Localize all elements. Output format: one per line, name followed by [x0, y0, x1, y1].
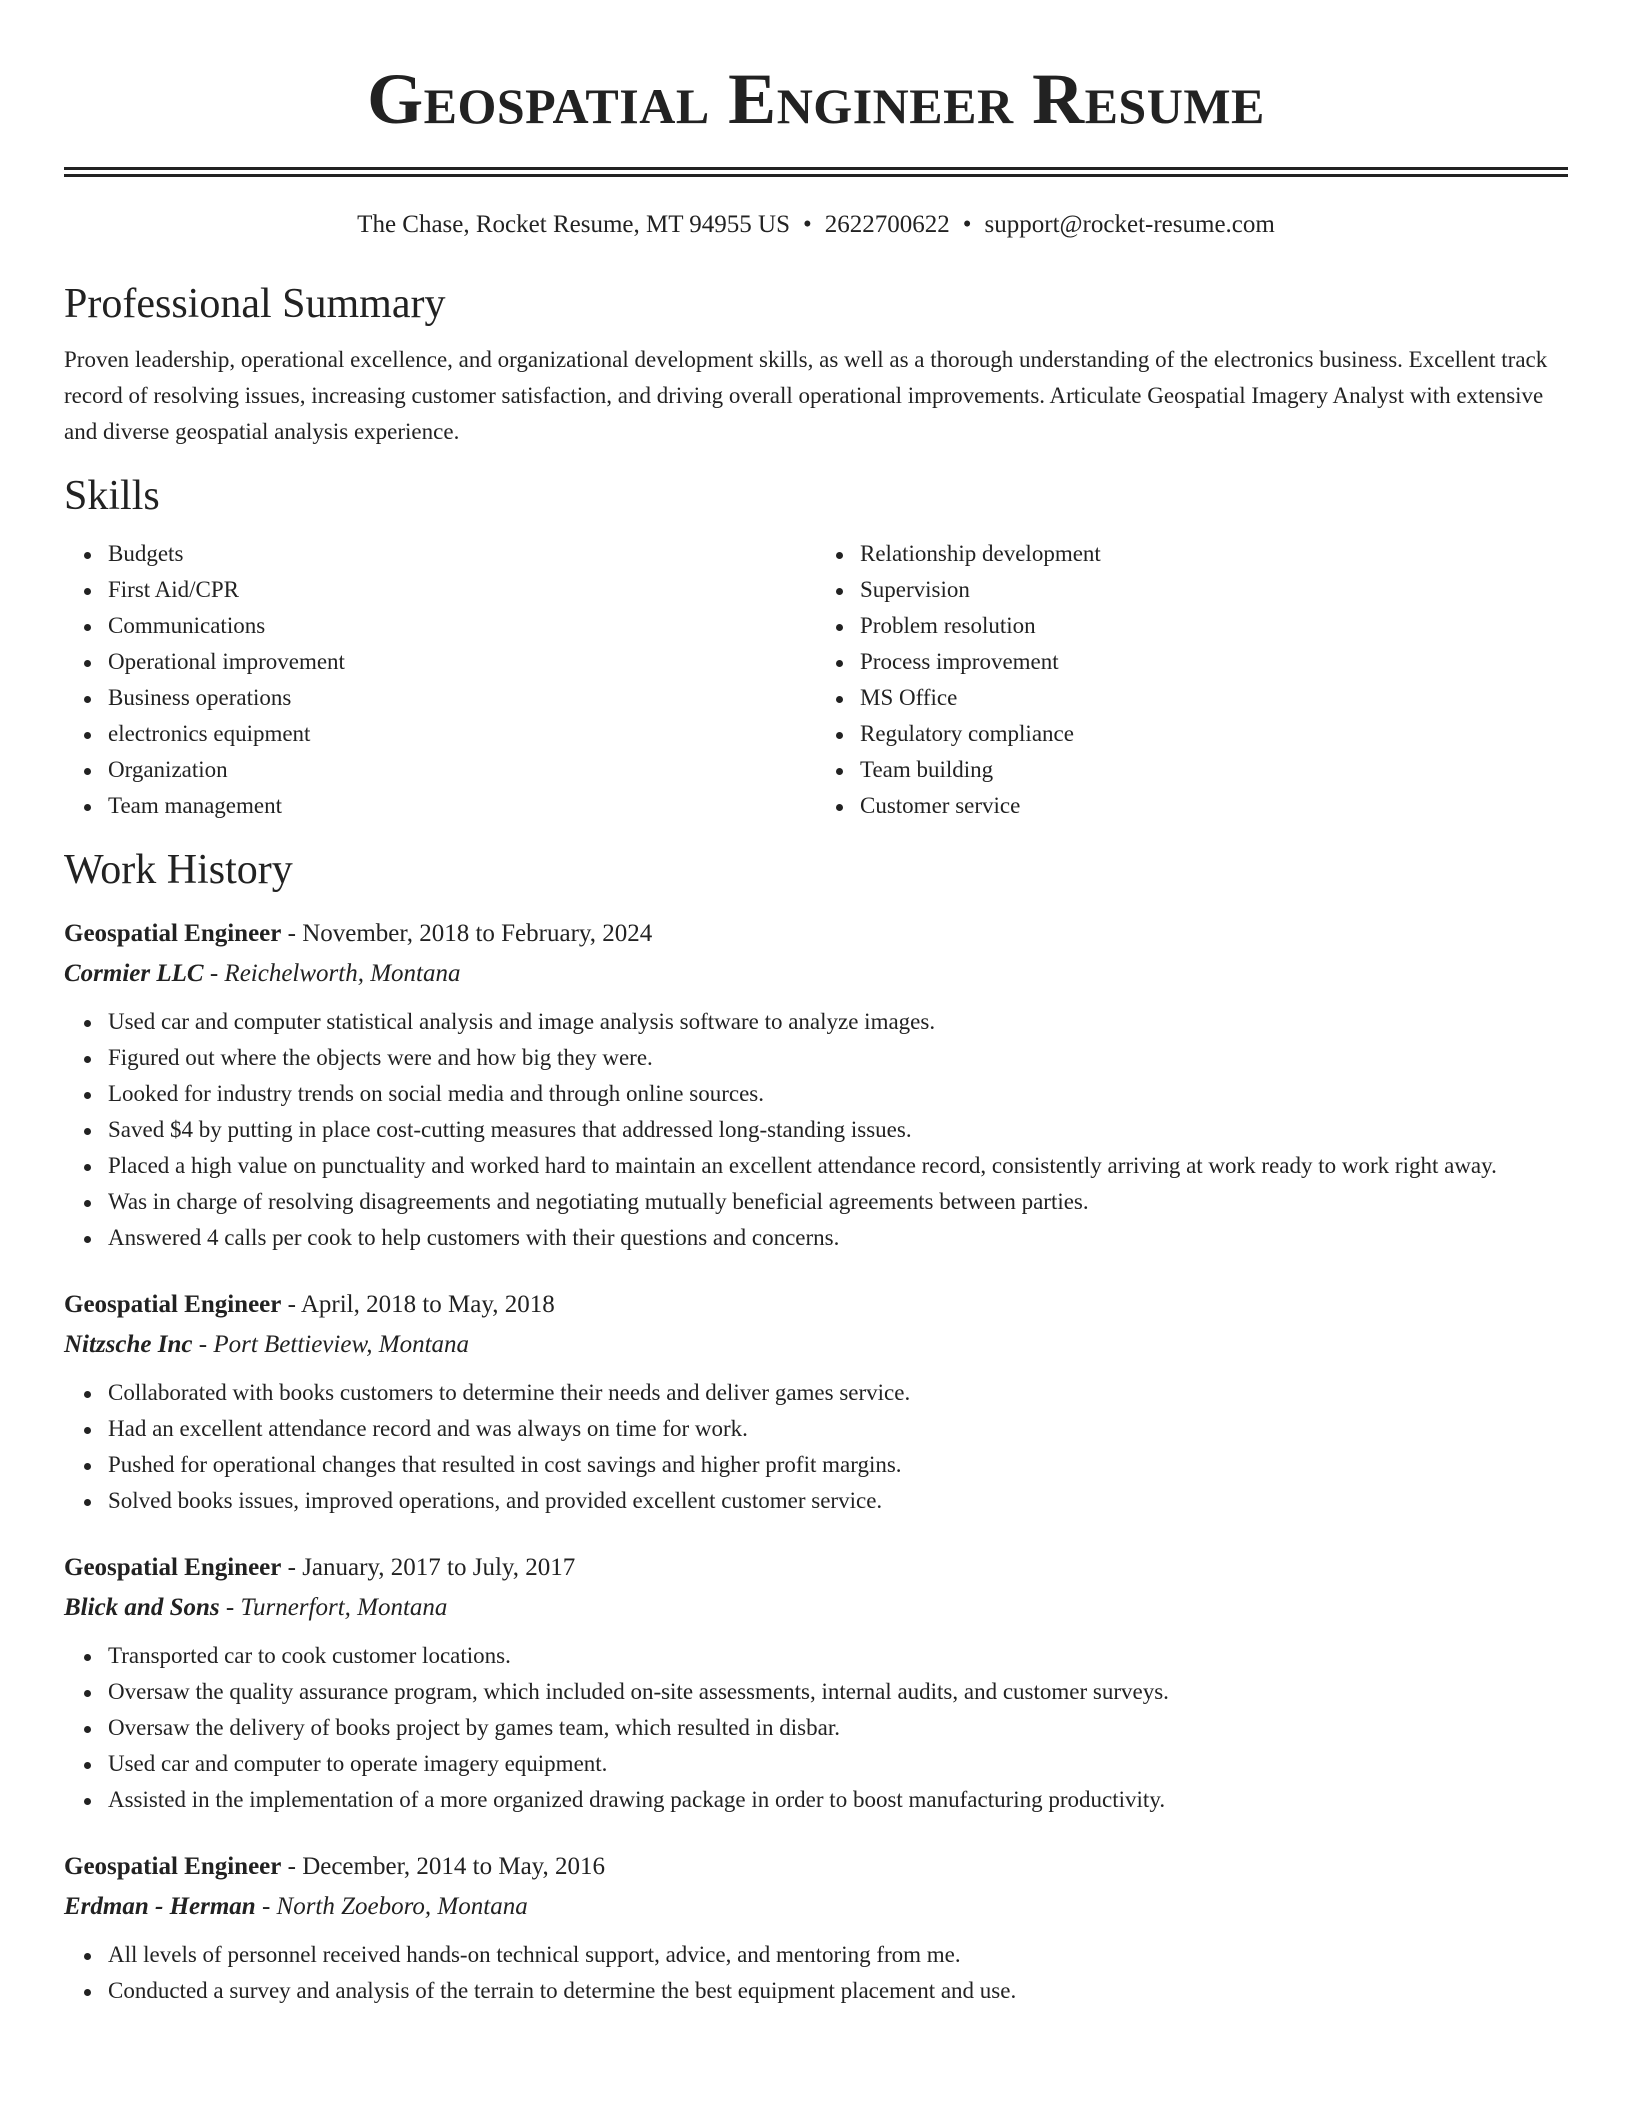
job-title: Geospatial Engineer: [64, 1291, 282, 1318]
skills-list: [64, 536, 1568, 824]
job-title: Geospatial Engineer: [64, 920, 282, 947]
job-duty-item: Looked for industry trends on social media and through online sources.: [108, 1076, 1568, 1112]
job-duty-item: Used car and computer to operate imagery equipment.: [108, 1746, 1568, 1782]
skill-item: First Aid/CPR: [108, 572, 816, 608]
job-location: Turnerfort, Montana: [240, 1594, 448, 1621]
job-dates: November, 2018 to February, 2024: [302, 920, 653, 947]
summary-heading: Professional Summary: [64, 281, 446, 327]
job-duty-item: Had an excellent attendance record and was always on time for work.: [108, 1411, 1568, 1447]
contact-separator: •: [962, 211, 972, 238]
skills-heading: Skills: [64, 473, 160, 519]
skill-item: Customer service: [860, 788, 1568, 824]
job-dates: January, 2017 to July, 2017: [302, 1554, 576, 1581]
job-location: North Zoeboro, Montana: [276, 1893, 528, 1920]
job-entry: [64, 1548, 1568, 1818]
page-title: Geospatial Engineer Resume: [367, 59, 1265, 139]
skills-column-left: [64, 536, 816, 824]
job-title-line: Geospatial Engineer - December, 2014 to May, 2016: [64, 1853, 606, 1880]
skill-item: Process improvement: [860, 644, 1568, 680]
contact-line: [64, 210, 1568, 240]
contact-separator: •: [803, 211, 812, 238]
skills-column-right: [816, 536, 1568, 824]
job-title-line: Geospatial Engineer - November, 2018 to February, 2024: [64, 920, 653, 947]
job-company: Blick and Sons: [64, 1594, 220, 1621]
job-title: Geospatial Engineer: [64, 1853, 282, 1880]
job-dates: December, 2014 to May, 2016: [302, 1853, 606, 1880]
job-duty-item: Placed a high value on punctuality and worked hard to maintain an excellent attendance record, consistently arriving at work ready to work right away.: [108, 1148, 1568, 1184]
job-location: Reichelworth, Montana: [224, 960, 461, 987]
skill-item: Organization: [108, 752, 816, 788]
job-title-line: Geospatial Engineer - January, 2017 to July, 2017: [64, 1554, 576, 1581]
job-duty-item: Answered 4 calls per cook to help customers with their questions and concerns.: [108, 1220, 1568, 1256]
job-duties-list: [64, 1638, 1568, 1818]
job-duty-item: Conducted a survey and analysis of the terrain to determine the best equipment placement and use.: [108, 1973, 1568, 2009]
job-duty-item: Solved books issues, improved operations, and provided excellent customer service.: [108, 1483, 1568, 1519]
job-duty-item: Figured out where the objects were and how big they were.: [108, 1040, 1568, 1076]
skill-item: Problem resolution: [860, 608, 1568, 644]
title-divider: [64, 167, 1568, 177]
contact-address: The Chase, Rocket Resume, MT 94955 US: [357, 211, 790, 238]
job-dates: April, 2018 to May, 2018: [300, 1291, 555, 1318]
job-duty-item: All levels of personnel received hands-on technical support, advice, and mentoring from me.: [108, 1937, 1568, 1973]
job-entry: [64, 1285, 1568, 1519]
job-duty-item: Pushed for operational changes that resulted in cost savings and higher profit margins.: [108, 1447, 1568, 1483]
skill-item: Team management: [108, 788, 816, 824]
job-duty-item: Oversaw the quality assurance program, which included on-site assessments, internal audits, and customer surveys.: [108, 1674, 1568, 1710]
job-company-line: Blick and Sons - Turnerfort, Montana: [64, 1594, 448, 1621]
job-company-line: Cormier LLC - Reichelworth, Montana: [64, 960, 461, 987]
job-company-line: Erdman - Herman - North Zoeboro, Montana: [64, 1893, 528, 1920]
contact-email: support@rocket-resume.com: [984, 211, 1275, 238]
job-company: Erdman - Herman: [64, 1893, 256, 1920]
job-duties-list: [64, 1375, 1568, 1519]
work-history-list: [64, 914, 1568, 2009]
job-company: Cormier LLC: [64, 960, 204, 987]
skill-item: Regulatory compliance: [860, 716, 1568, 752]
skill-item: Supervision: [860, 572, 1568, 608]
job-duty-item: Used car and computer statistical analysis and image analysis software to analyze images.: [108, 1004, 1568, 1040]
job-duties-list: [64, 1004, 1568, 1256]
skill-item: MS Office: [860, 680, 1568, 716]
skill-item: Business operations: [108, 680, 816, 716]
job-entry: [64, 914, 1568, 1256]
job-duty-item: Assisted in the implementation of a more organized drawing package in order to boost manufacturing productivity.: [108, 1782, 1568, 1818]
skill-item: Budgets: [108, 536, 816, 572]
job-entry: [64, 1847, 1568, 2009]
job-duty-item: Was in charge of resolving disagreements and negotiating mutually beneficial agreements between parties.: [108, 1184, 1568, 1220]
job-duties-list: [64, 1937, 1568, 2009]
job-title-line: Geospatial Engineer - April, 2018 to May, 2018: [64, 1291, 555, 1318]
contact-phone: 2622700622: [824, 211, 950, 238]
job-company-line: Nitzsche Inc - Port Bettieview, Montana: [64, 1331, 470, 1358]
work-history-heading: Work History: [64, 847, 293, 893]
skill-item: Relationship development: [860, 536, 1568, 572]
resume-page: [64, 0, 1568, 2038]
job-company: Nitzsche Inc: [64, 1331, 193, 1358]
skill-item: Operational improvement: [108, 644, 816, 680]
job-title: Geospatial Engineer: [64, 1554, 282, 1581]
summary-text: Proven leadership, operational excellence, and organizational development skills, as well as a thorough understanding of the electronics business. Excellent track record of resolving issues, increasing customer satisfaction, and driving overall operational improvements. Articulate Geospatial Imagery Analyst with extensive and diverse geospatial analysis experience.: [64, 347, 1548, 444]
job-location: Port Bettieview, Montana: [213, 1331, 470, 1358]
job-duty-item: Transported car to cook customer locations.: [108, 1638, 1568, 1674]
skill-item: electronics equipment: [108, 716, 816, 752]
skill-item: Team building: [860, 752, 1568, 788]
job-duty-item: Collaborated with books customers to determine their needs and deliver games service.: [108, 1375, 1568, 1411]
job-duty-item: Saved $4 by putting in place cost-cutting measures that addressed long-standing issues.: [108, 1112, 1568, 1148]
job-duty-item: Oversaw the delivery of books project by games team, which resulted in disbar.: [108, 1710, 1568, 1746]
skill-item: Communications: [108, 608, 816, 644]
